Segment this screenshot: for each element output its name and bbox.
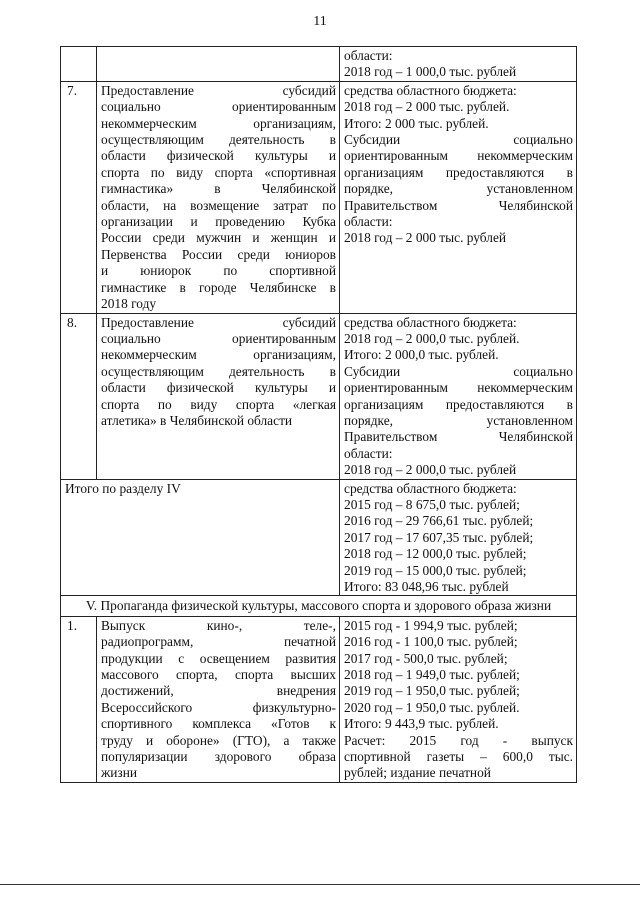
text-line: области: (344, 445, 393, 461)
funding-cell (340, 313, 577, 479)
text-line: массового спорта, спорта высших (101, 667, 336, 683)
text-line: Расчет: 2015 год - выпуск (344, 732, 573, 748)
text-line: ориентированным некоммерческим (344, 148, 573, 164)
row-number-cell: 7. (61, 81, 97, 313)
text-line: 2018 год – 2 000,0 тыс. рублей (344, 462, 517, 478)
text-line: России среди мужчин и женщин и (101, 230, 336, 246)
text-line: средства областного бюджета: (344, 82, 517, 98)
text-line: 2019 год – 1 950,0 тыс. рублей; (344, 683, 520, 699)
text-line: Правительством Челябинской (344, 429, 573, 445)
text-line: гимнастике в городе Челябинске в (101, 279, 336, 295)
text-line: некоммерческим организациям, (101, 347, 336, 363)
text-line: Итого: 9 443,9 тыс. рублей. (344, 716, 499, 732)
text-line: Выпуск кино-, теле-, (101, 617, 336, 633)
program-table (60, 46, 577, 783)
text-line: спортивного комплекса «Готов к (101, 716, 336, 732)
text-line: атлетика» в Челябинской области (101, 412, 293, 428)
text-line: области физической культуры и (101, 148, 336, 164)
text-line: осуществляющим деятельность в (101, 363, 336, 379)
text-line: Первенства России среди юниоров (101, 246, 336, 262)
text-line: спорта по виду спорта «спортивная (101, 164, 336, 180)
text-line: достижений, внедрения (101, 683, 336, 699)
text-line: спорта по виду спорта «легкая (101, 396, 336, 412)
text-line: гимнастика» в Челябинской (101, 181, 336, 197)
funding-cell (340, 616, 577, 782)
text-line: области физической культуры и (101, 380, 336, 396)
text-line: Субсидии социально (344, 132, 573, 148)
text-line: социально ориентированным (101, 99, 336, 115)
text-line: средства областного бюджета: (344, 480, 517, 496)
text-line: организации и проведению Кубка (101, 214, 336, 230)
funding-cell (340, 47, 577, 82)
section-heading-row (61, 596, 577, 616)
text-line: Всероссийского физкультурно- (101, 699, 336, 715)
text-line: ориентированным некоммерческим (344, 380, 573, 396)
activity-cell (97, 81, 340, 313)
activity-cell (97, 313, 340, 479)
text-line: 2018 год – 2 000,0 тыс. рублей. (344, 330, 520, 346)
text-line: жизни (101, 765, 138, 781)
text-line: порядке, установленном (344, 412, 573, 428)
text-line: области, на возмещение затрат по (101, 197, 336, 213)
row-number-cell: 8. (61, 313, 97, 479)
text-line: 2017 год – 17 607,35 тыс. рублей; (344, 529, 534, 545)
text-line: порядке, установленном (344, 181, 573, 197)
text-line: 2016 год - 1 100,0 тыс. рублей; (344, 634, 518, 650)
row-number-cell (61, 47, 97, 82)
text-line: 2018 год – 1 949,0 тыс. рублей; (344, 667, 520, 683)
text-line: труду и обороне» (ГТО), а также (101, 732, 336, 748)
text-line: 2018 году (101, 296, 157, 312)
row-number-cell: 1. (61, 616, 97, 782)
funding-cell (340, 81, 577, 313)
text-line: Правительством Челябинской (344, 197, 573, 213)
text-line: 2015 год - 1 994,9 тыс. рублей; (344, 617, 518, 633)
text-line: радиопрограмм, печатной (101, 634, 336, 650)
text-line: 2018 год – 2 000 тыс. рублей (344, 230, 507, 246)
text-line: 2016 год – 29 766,61 тыс. рублей; (344, 513, 534, 529)
text-line: 2019 год – 15 000,0 тыс. рублей; (344, 562, 527, 578)
text-line: Субсидии социально (344, 363, 573, 379)
text-line: 2015 год – 8 675,0 тыс. рублей; (344, 496, 520, 512)
text-line: 2017 год - 500,0 тыс. рублей; (344, 650, 508, 666)
text-line: Итого: 83 048,96 тыс. рублей (344, 579, 509, 594)
text-line: области: (344, 48, 393, 63)
text-line: некоммерческим организациям, (101, 115, 336, 131)
text-line: продукции с освещением развития (101, 650, 336, 666)
text-line: рублей; издание печатной (344, 765, 491, 781)
text-line: средства областного бюджета: (344, 314, 517, 330)
text-line: 2020 год – 1 950,0 тыс. рублей. (344, 699, 520, 715)
page-number: 11 (313, 14, 327, 29)
text-line: 2018 год – 2 000 тыс. рублей. (344, 99, 510, 115)
table-row-8 (61, 313, 577, 479)
text-line: социально ориентированным (101, 330, 336, 346)
section-title: V. Пропаганда физической культуры, массового спорта и здорового образа жизни (61, 596, 577, 616)
activity-cell (97, 47, 340, 82)
table-row-continuation (61, 47, 577, 82)
text-line: организациям предоставляются в (344, 164, 573, 180)
text-line: спортивной газеты – 600,0 тыс. (344, 749, 573, 765)
text-line: Итого: 2 000,0 тыс. рублей. (344, 347, 499, 363)
total-label-cell: Итого по разделу IV (61, 479, 340, 596)
text-line: Итого: 2 000 тыс. рублей. (344, 115, 489, 131)
text-line: организациям предоставляются в (344, 396, 573, 412)
text-line: Предоставление субсидий (101, 314, 336, 330)
text-line: популяризации здорового образа (101, 749, 336, 765)
text-line: Предоставление субсидий (101, 82, 336, 98)
table-row-v1 (61, 616, 577, 782)
total-funding-cell (340, 479, 577, 596)
text-line: 2018 год – 12 000,0 тыс. рублей; (344, 546, 527, 562)
footer-rule (0, 884, 640, 885)
text-line: и юниорок по спортивной (101, 263, 336, 279)
table-row-total (61, 479, 577, 596)
text-line: 2018 год – 1 000,0 тыс. рублей (344, 64, 517, 80)
text-line: осуществляющим деятельность в (101, 132, 336, 148)
text-line: области: (344, 214, 393, 230)
table-row-7 (61, 81, 577, 313)
activity-cell (97, 616, 340, 782)
